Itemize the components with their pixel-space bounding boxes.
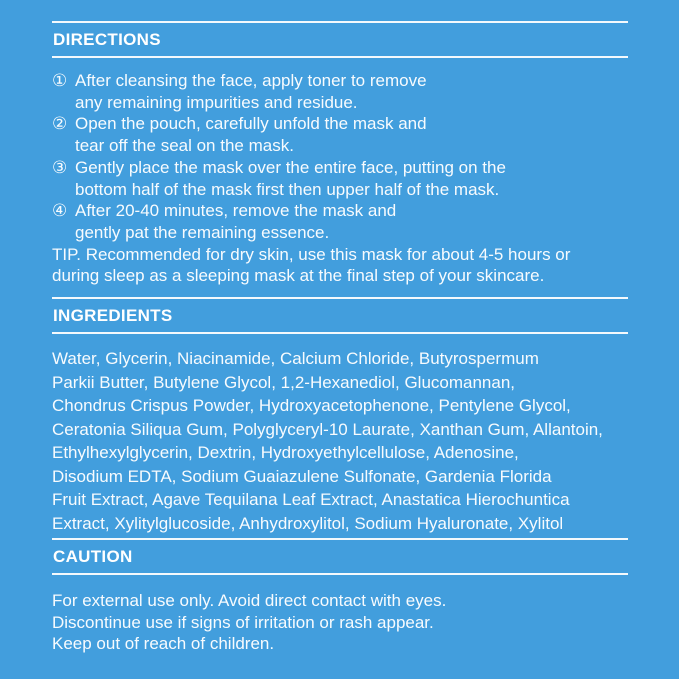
circled-three-icon: ③ bbox=[52, 157, 68, 177]
ingredient-line: Ceratonia Siliqua Gum, Polyglyceryl-10 Laurate, Xanthan Gum, Allantoin, bbox=[52, 419, 603, 439]
direction-line: bottom half of the mask first then upper half of the mask. bbox=[75, 179, 500, 199]
direction-line: After 20-40 minutes, remove the mask and bbox=[75, 201, 397, 221]
direction-line: tear off the seal on the mask. bbox=[75, 136, 294, 156]
direction-step-4 bbox=[52, 200, 628, 243]
tip-line: during sleep as a sleeping mask at the final step of your skincare. bbox=[52, 266, 545, 286]
ingredient-line: Parkii Butter, Butylene Glycol, 1,2-Hexanediol, Glucomannan, bbox=[52, 372, 516, 392]
ingredients-heading: INGREDIENTS bbox=[52, 297, 628, 334]
caution-line: For external use only. Avoid direct contact with eyes. bbox=[52, 591, 447, 611]
caution-text bbox=[52, 590, 628, 655]
section-caution bbox=[52, 538, 628, 655]
direction-step-3 bbox=[52, 157, 628, 200]
circled-one-icon: ① bbox=[52, 71, 68, 90]
direction-line: Gently place the mask over the entire face, putting on the bbox=[75, 157, 506, 177]
caution-heading: CAUTION bbox=[52, 538, 628, 575]
direction-step-1 bbox=[52, 70, 628, 113]
ingredients-text bbox=[52, 347, 628, 535]
ingredient-line: Fruit Extract, Agave Tequilana Leaf Extract, Anastatica Hierochuntica bbox=[52, 490, 570, 510]
directions-list bbox=[52, 70, 628, 287]
direction-step-2 bbox=[52, 113, 628, 156]
circled-four-icon: ④ bbox=[52, 201, 68, 221]
ingredient-line: Water, Glycerin, Niacinamide, Calcium Chloride, Butyrospermum bbox=[52, 349, 539, 369]
ingredient-line: Extract, Xylitylglucoside, Anhydroxylitol, Sodium Hyaluronate, Xylitol bbox=[52, 513, 564, 533]
ingredient-line: Chondrus Crispus Powder, Hydroxyacetophenone, Pentylene Glycol, bbox=[52, 396, 571, 416]
section-ingredients bbox=[52, 297, 628, 535]
direction-line: Open the pouch, carefully unfold the mask and bbox=[75, 114, 427, 134]
ingredient-line: Disodium EDTA, Sodium Guaiazulene Sulfonate, Gardenia Florida bbox=[52, 466, 552, 486]
direction-line: After cleansing the face, apply toner to remove bbox=[75, 71, 427, 90]
directions-heading: DIRECTIONS bbox=[52, 21, 628, 58]
section-directions bbox=[52, 21, 628, 287]
caution-line: Keep out of reach of children. bbox=[52, 634, 275, 654]
direction-line: gently pat the remaining essence. bbox=[75, 222, 330, 242]
circled-two-icon: ② bbox=[52, 114, 68, 134]
ingredient-line: Ethylhexylglycerin, Dextrin, Hydroxyethylcellulose, Adenosine, bbox=[52, 443, 519, 463]
caution-line: Discontinue use if signs of irritation or rash appear. bbox=[52, 612, 434, 632]
tip-line: TIP. Recommended for dry skin, use this mask for about 4-5 hours or bbox=[52, 244, 571, 264]
tip-text bbox=[52, 244, 628, 287]
direction-line: any remaining impurities and residue. bbox=[75, 92, 358, 112]
